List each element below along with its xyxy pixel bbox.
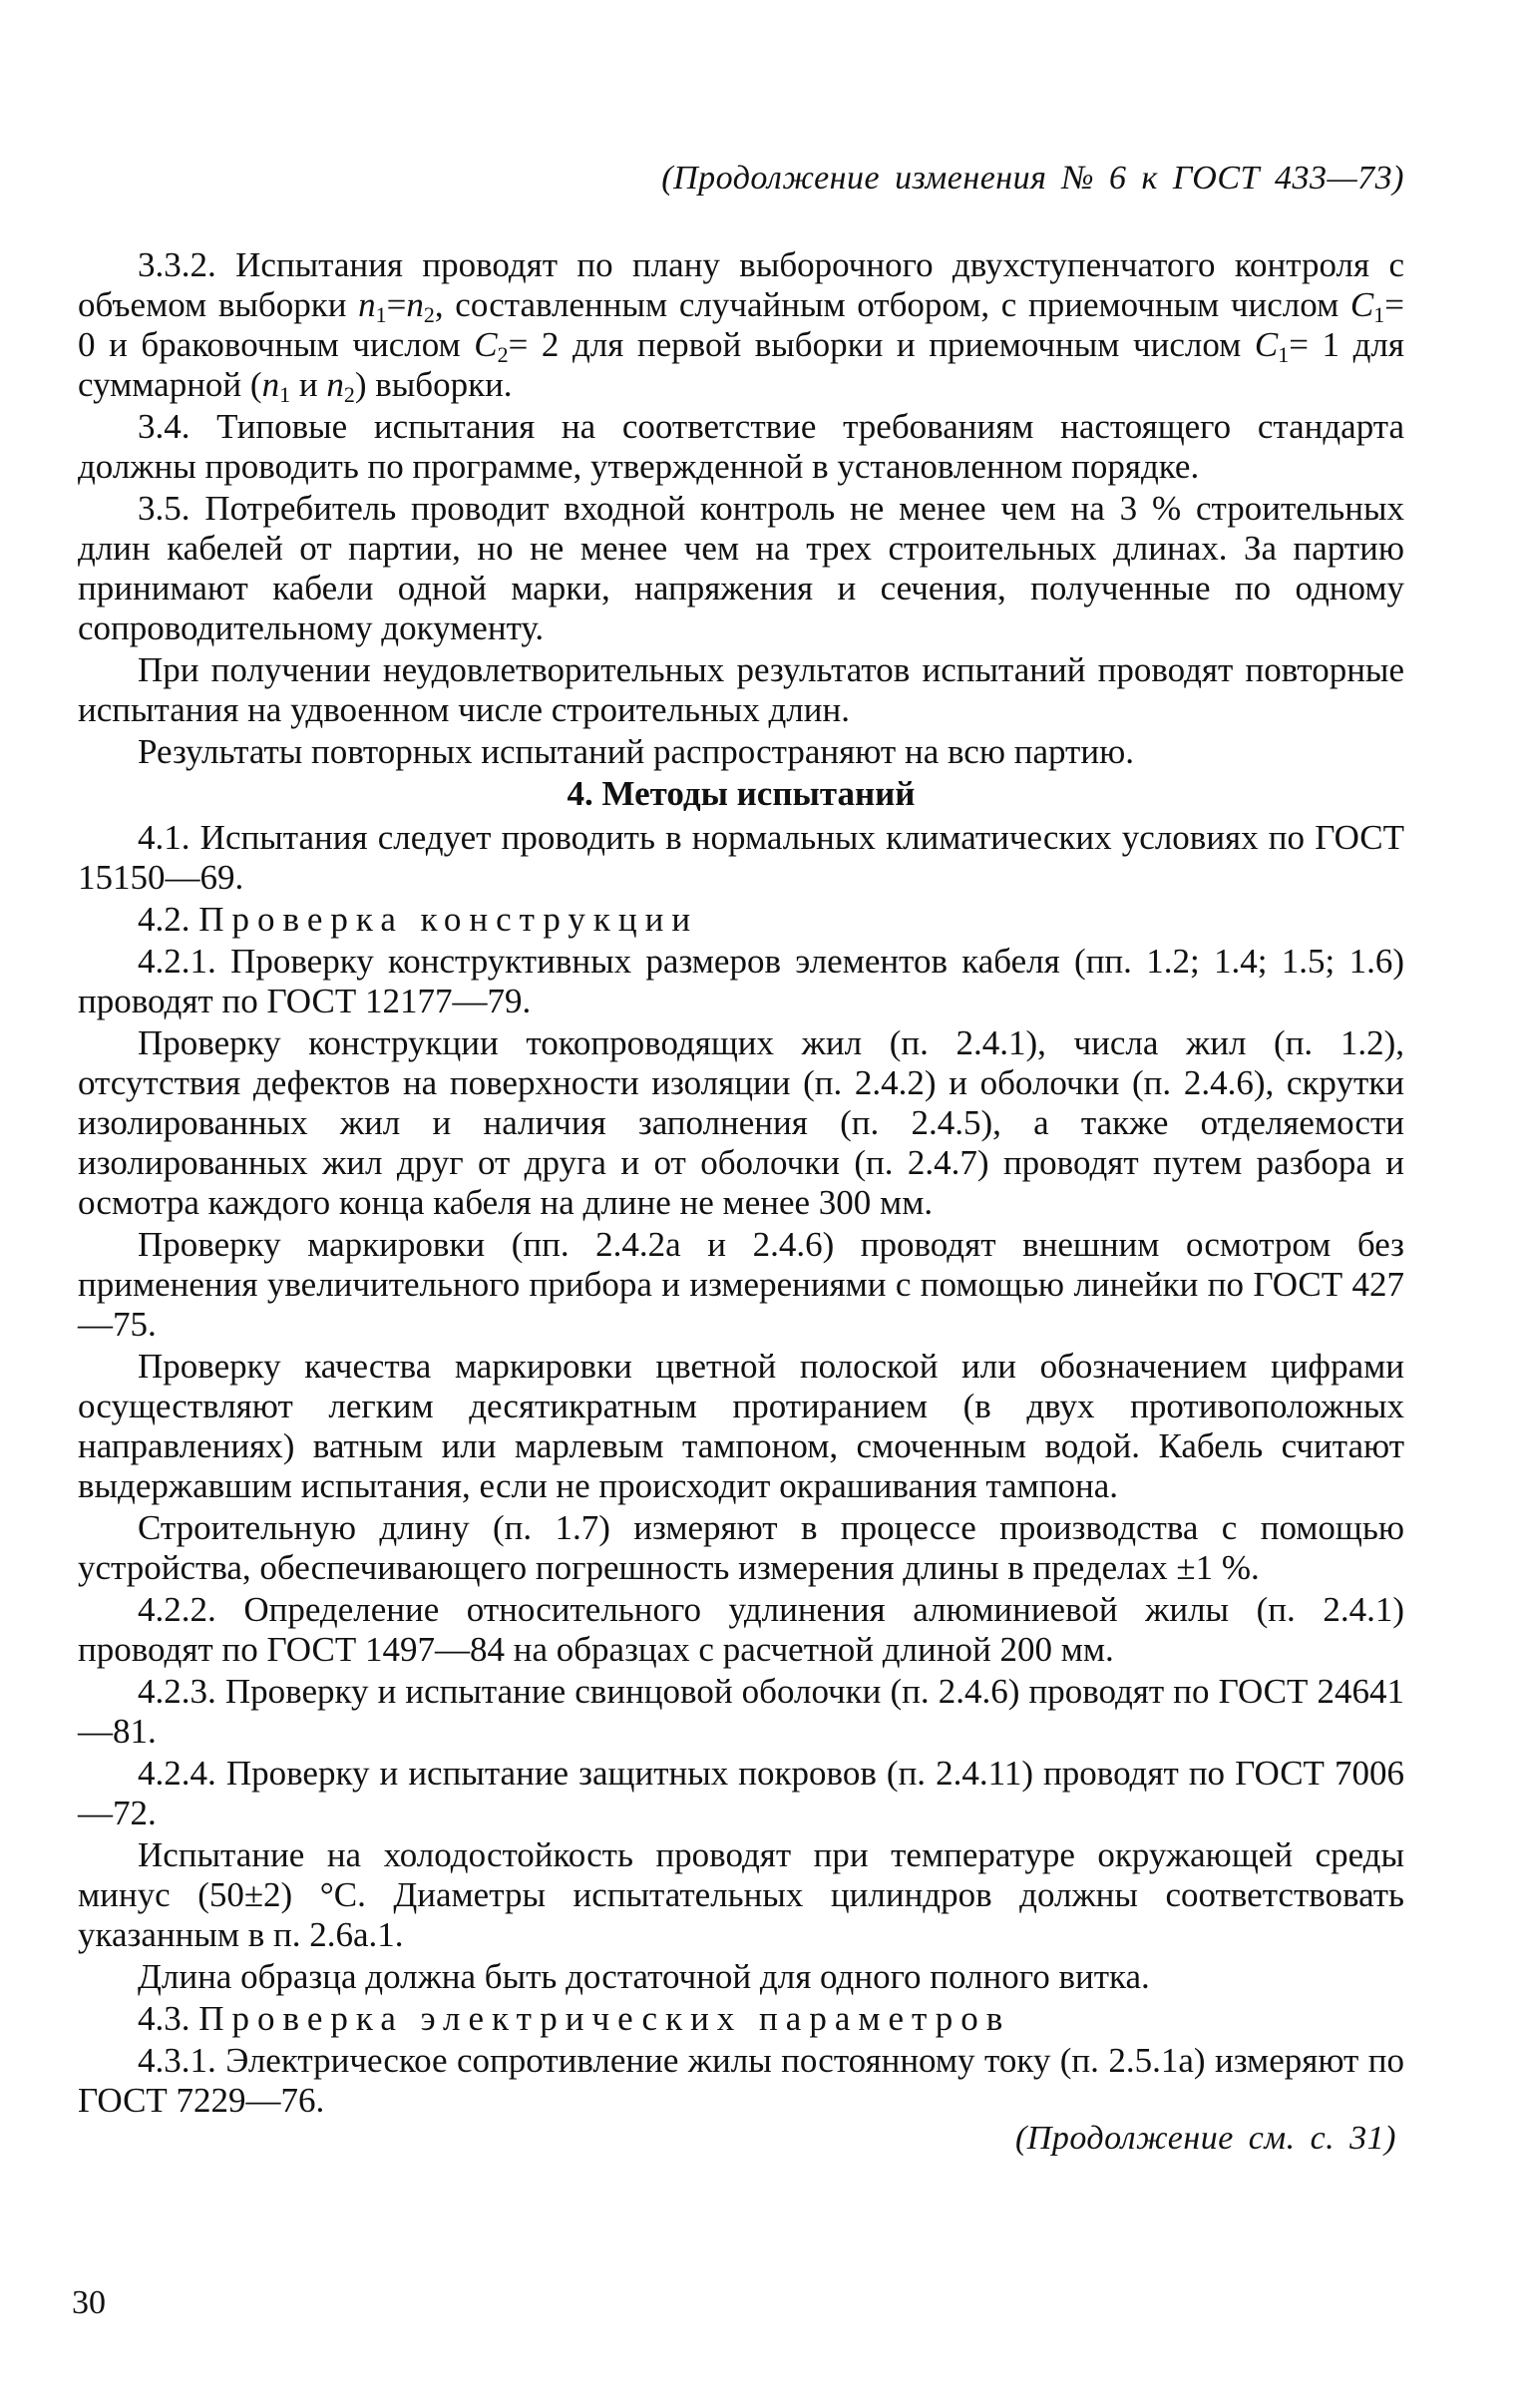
paragraph-4-2-4: 4.2.4. Проверку и испытание защитных покровов (п. 2.4.11) проводят по ГОСТ 7006—72.	[78, 1754, 1404, 1832]
document-body	[78, 245, 1404, 2123]
sub-1: 1	[375, 302, 387, 327]
sub-1d: 1	[279, 382, 291, 407]
p332-and: и	[290, 365, 327, 404]
var-c1: C	[1349, 285, 1374, 324]
p42-number: 4.2.	[138, 900, 199, 939]
p43-title: Проверка электрических параметров	[198, 1999, 1011, 2038]
sub-2b: 2	[497, 342, 509, 367]
paragraph-4-2-1: 4.2.1. Проверку конструктивных размеров элементов кабеля (пп. 1.2; 1.4; 1.5; 1.6) проводят по ГОСТ 12177—79.	[78, 942, 1404, 1020]
p332-end: ) выборки.	[354, 365, 513, 404]
paragraph-3-5-repeat: При получении неудовлетворительных результатов испытаний проводят повторные испытания на удвоенном числе строительных длин.	[78, 650, 1404, 729]
continuation-footer: (Продолжение см. с. 31)	[1014, 2120, 1396, 2157]
p332-text-b: , составленным случайным отбором, с приемочным числом	[434, 285, 1350, 324]
paragraph-4-2-1-b: Проверку конструкции токопроводящих жил (п. 2.4.1), числа жил (п. 1.2), отсутствия дефектов на поверхности изоляции (п. 2.4.2) и оболочки (п. 2.4.6), скрутки изолированных жил и наличия заполнения (п. 2.4.5), а также отделяемости изолированных жил друг от друга и от оболочки (п. 2.4.7) проводят путем разбора и осмотра каждого конца кабеля на длине не менее 300 мм.	[78, 1023, 1404, 1222]
paragraph-4-3	[78, 1999, 1404, 2039]
paragraph-3-5: 3.5. Потребитель проводит входной контроль не менее чем на 3 % строительных длин кабелей от партии, но не менее чем на трех строительных длинах. За партию принимают кабели одной марки, напряжения и сечения, полученные по одному сопроводительному документу.	[78, 489, 1404, 647]
sub-2c: 2	[343, 382, 355, 407]
paragraph-3-5-results: Результаты повторных испытаний распространяют на всю партию.	[138, 732, 1134, 771]
p332-text-a: 3.3.2. Испытания проводят по плану выборочного двухступенчатого контроля с объемом выборки	[78, 245, 1404, 324]
section-4-heading: 4. Методы испытаний	[567, 774, 916, 813]
paragraph-4-2-1-e: Строительную длину (п. 1.7) измеряют в процессе производства с помощью устройства, обеспечивающего погрешность измерения длины в пределах ±1 %.	[78, 1508, 1404, 1587]
paragraph-4-2-3: 4.2.3. Проверку и испытание свинцовой оболочки (п. 2.4.6) проводят по ГОСТ 24641—81.	[78, 1672, 1404, 1751]
paragraph-4-2-4-b: Испытание на холодостойкость проводят при температуре окружающей среды минус (50±2) °С. Диаметры испытательных цилиндров должны соответствовать указанным в п. 2.6а.1.	[78, 1835, 1404, 1954]
p42-title: Проверка конструкции	[198, 900, 699, 939]
sub-1b: 1	[1373, 302, 1385, 327]
sub-1c: 1	[1278, 342, 1290, 367]
continuation-header: (Продолжение изменения № 6 к ГОСТ 433—73)	[661, 160, 1404, 197]
p332-eq2: = 2 для первой выборки и приемочным числом	[508, 325, 1255, 364]
var-c1-sum: C	[1254, 325, 1279, 364]
var-n1-sum: n	[261, 365, 280, 404]
paragraph-4-2	[78, 900, 1404, 940]
var-n2: n	[406, 285, 424, 324]
paragraph-4-1: 4.1. Испытания следует проводить в нормальных климатических условиях по ГОСТ 15150—69.	[78, 818, 1404, 897]
paragraph-4-3-1: 4.3.1. Электрическое сопротивление жилы постоянному току (п. 2.5.1а) измеряют по ГОСТ 7229—76.	[78, 2041, 1404, 2120]
paragraph-4-2-4-c: Длина образца должна быть достаточной для одного полного витка.	[138, 1957, 1150, 1996]
p332-eq0: = 0 и браковочным числом	[78, 285, 1404, 364]
paragraph-3-4: 3.4. Типовые испытания на соответствие требованиям настоящего стандарта должны проводить по программе, утвержденной в установленном порядке.	[78, 407, 1404, 486]
var-n1: n	[358, 285, 376, 324]
p43-number: 4.3.	[138, 1999, 199, 2038]
p332-eq1: = 1 для суммарной (	[78, 325, 1404, 404]
paragraph-4-2-1-d: Проверку качества маркировки цветной полоской или обозначением цифрами осуществляют легким десятикратным протиранием (в двух противоположных направлениях) ватным или марлевым тампоном, смоченным водой. Кабель считают выдержавшим испытания, если не происходит окрашивания тампона.	[78, 1347, 1404, 1505]
paragraph-3-3-2	[78, 245, 1404, 405]
p332-eq: =	[386, 285, 407, 324]
var-c2: C	[474, 325, 498, 364]
paragraph-4-2-2: 4.2.2. Определение относительного удлинения алюминиевой жилы (п. 2.4.1) проводят по ГОСТ 1497—84 на образцах с расчетной длиной 200 мм.	[78, 1590, 1404, 1669]
sub-2: 2	[423, 302, 435, 327]
page-number: 30	[72, 2284, 106, 2321]
paragraph-4-2-1-c: Проверку маркировки (пп. 2.4.2а и 2.4.6) проводят внешним осмотром без применения увеличительного прибора и измерениями с помощью линейки по ГОСТ 427—75.	[78, 1225, 1404, 1344]
var-n2-sum: n	[326, 365, 344, 404]
